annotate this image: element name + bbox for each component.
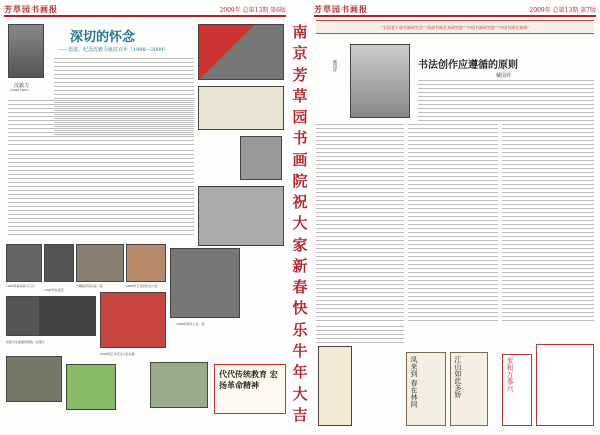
vchar-8: 祝 xyxy=(292,193,308,212)
article-title: 深切的怀念 xyxy=(70,30,136,45)
photo-meeting xyxy=(126,244,166,282)
right-text-3 xyxy=(408,124,498,324)
photo-army xyxy=(76,244,124,282)
caption-0: 1943年前戎抗大门口 xyxy=(6,284,35,288)
vchar-2: 芳 xyxy=(292,65,308,84)
photo-girl xyxy=(6,296,40,336)
vchar-13: 快 xyxy=(292,299,308,318)
vchar-5: 书 xyxy=(292,129,308,148)
caption-4: 1968年和夫人在一起 xyxy=(176,322,205,326)
small-portrait xyxy=(240,136,282,180)
calligraphy-box xyxy=(214,364,286,414)
scroll-red-text: 家和万事兴 xyxy=(506,357,514,392)
vchar-1: 京 xyxy=(292,44,308,63)
vchar-18: 吉 xyxy=(292,405,308,424)
photo-1943 xyxy=(6,244,42,282)
portrait-years: (1908-1997) xyxy=(10,88,29,92)
photo-bottom-3 xyxy=(150,362,208,408)
photo-1942 xyxy=(44,244,74,282)
article-title-right: 书法创作应遵循的原则 xyxy=(418,60,518,71)
caption-1: 1942年在延安 xyxy=(44,288,64,292)
photo-bottom-2 xyxy=(66,364,116,410)
portrait-caption: 沈毅力 xyxy=(14,83,30,89)
article-text-3 xyxy=(8,150,194,236)
left-header xyxy=(4,3,286,17)
right-text-4 xyxy=(502,124,594,324)
right-text-1 xyxy=(418,80,594,124)
vchar-4: 园 xyxy=(292,108,308,127)
vchar-12: 春 xyxy=(292,278,308,297)
caption-5: 沈毅力生前最珍惜的一张照片 xyxy=(6,340,46,344)
right-text-2 xyxy=(316,124,404,324)
author-name: 戴国祥 xyxy=(496,73,512,79)
vertical-greeting xyxy=(290,24,310,424)
scroll-mid2-text: 江山如此多娇 xyxy=(454,356,462,398)
certificate-image xyxy=(198,86,284,130)
vchar-16: 年 xyxy=(292,363,308,382)
scroll-right xyxy=(536,344,594,426)
vchar-9: 大 xyxy=(292,214,308,233)
photo-bottom-1 xyxy=(6,356,62,402)
photo-couple xyxy=(170,248,240,318)
group-photo xyxy=(198,186,284,246)
photo-award xyxy=(100,292,166,348)
right-masthead: 芳草园书画报 xyxy=(314,3,368,14)
vchar-6: 画 xyxy=(292,150,308,169)
scroll-left xyxy=(318,346,352,426)
caption-3: 2009年五月的纪念大会 xyxy=(126,284,158,288)
vchar-17: 大 xyxy=(292,384,308,403)
portrait-photo xyxy=(8,24,44,78)
vchar-0: 南 xyxy=(292,23,308,41)
scroll-mid-text-a: 凤来到 春在林间 xyxy=(410,356,418,408)
flag-photo xyxy=(198,24,284,80)
right-header xyxy=(314,3,596,17)
vchar-15: 牛 xyxy=(292,341,308,360)
left-masthead: 芳草园书画报 xyxy=(4,3,58,14)
right-issue: 2009年 总第13期 第7版 xyxy=(529,6,596,14)
vchar-7: 院 xyxy=(292,171,308,190)
scroll-red xyxy=(502,354,532,426)
article-text-2 xyxy=(8,100,194,148)
photo-best xyxy=(40,296,96,336)
caption-2: 与解放军官兵在一起 xyxy=(76,284,104,288)
right-page xyxy=(310,0,600,435)
caption-6: 2009年五月纪念大会合影 xyxy=(100,352,135,356)
calligraphy-text: 代代传统教育 宏扬革命精神 xyxy=(219,369,278,390)
vchar-14: 乐 xyxy=(292,320,308,339)
left-issue: 2009年 总第13期 第6版 xyxy=(219,6,286,14)
author-caption: 戴国祥 xyxy=(333,60,338,72)
article-subtitle: ——悲流、纪念沈毅力诞辰百年（1908—2009） xyxy=(58,47,169,53)
vchar-3: 草 xyxy=(292,86,308,105)
org-banner: “全国老干部书画研究会”“西部书画艺术研究院”“中国书画研究院”“中国书画名家网” xyxy=(316,20,594,34)
right-text-5 xyxy=(316,326,404,346)
vchar-11: 新 xyxy=(292,256,308,275)
author-photo xyxy=(350,44,410,118)
scroll-mid xyxy=(406,352,446,426)
left-page xyxy=(0,0,290,435)
scroll-mid2 xyxy=(450,352,488,426)
vchar-10: 家 xyxy=(292,235,308,254)
